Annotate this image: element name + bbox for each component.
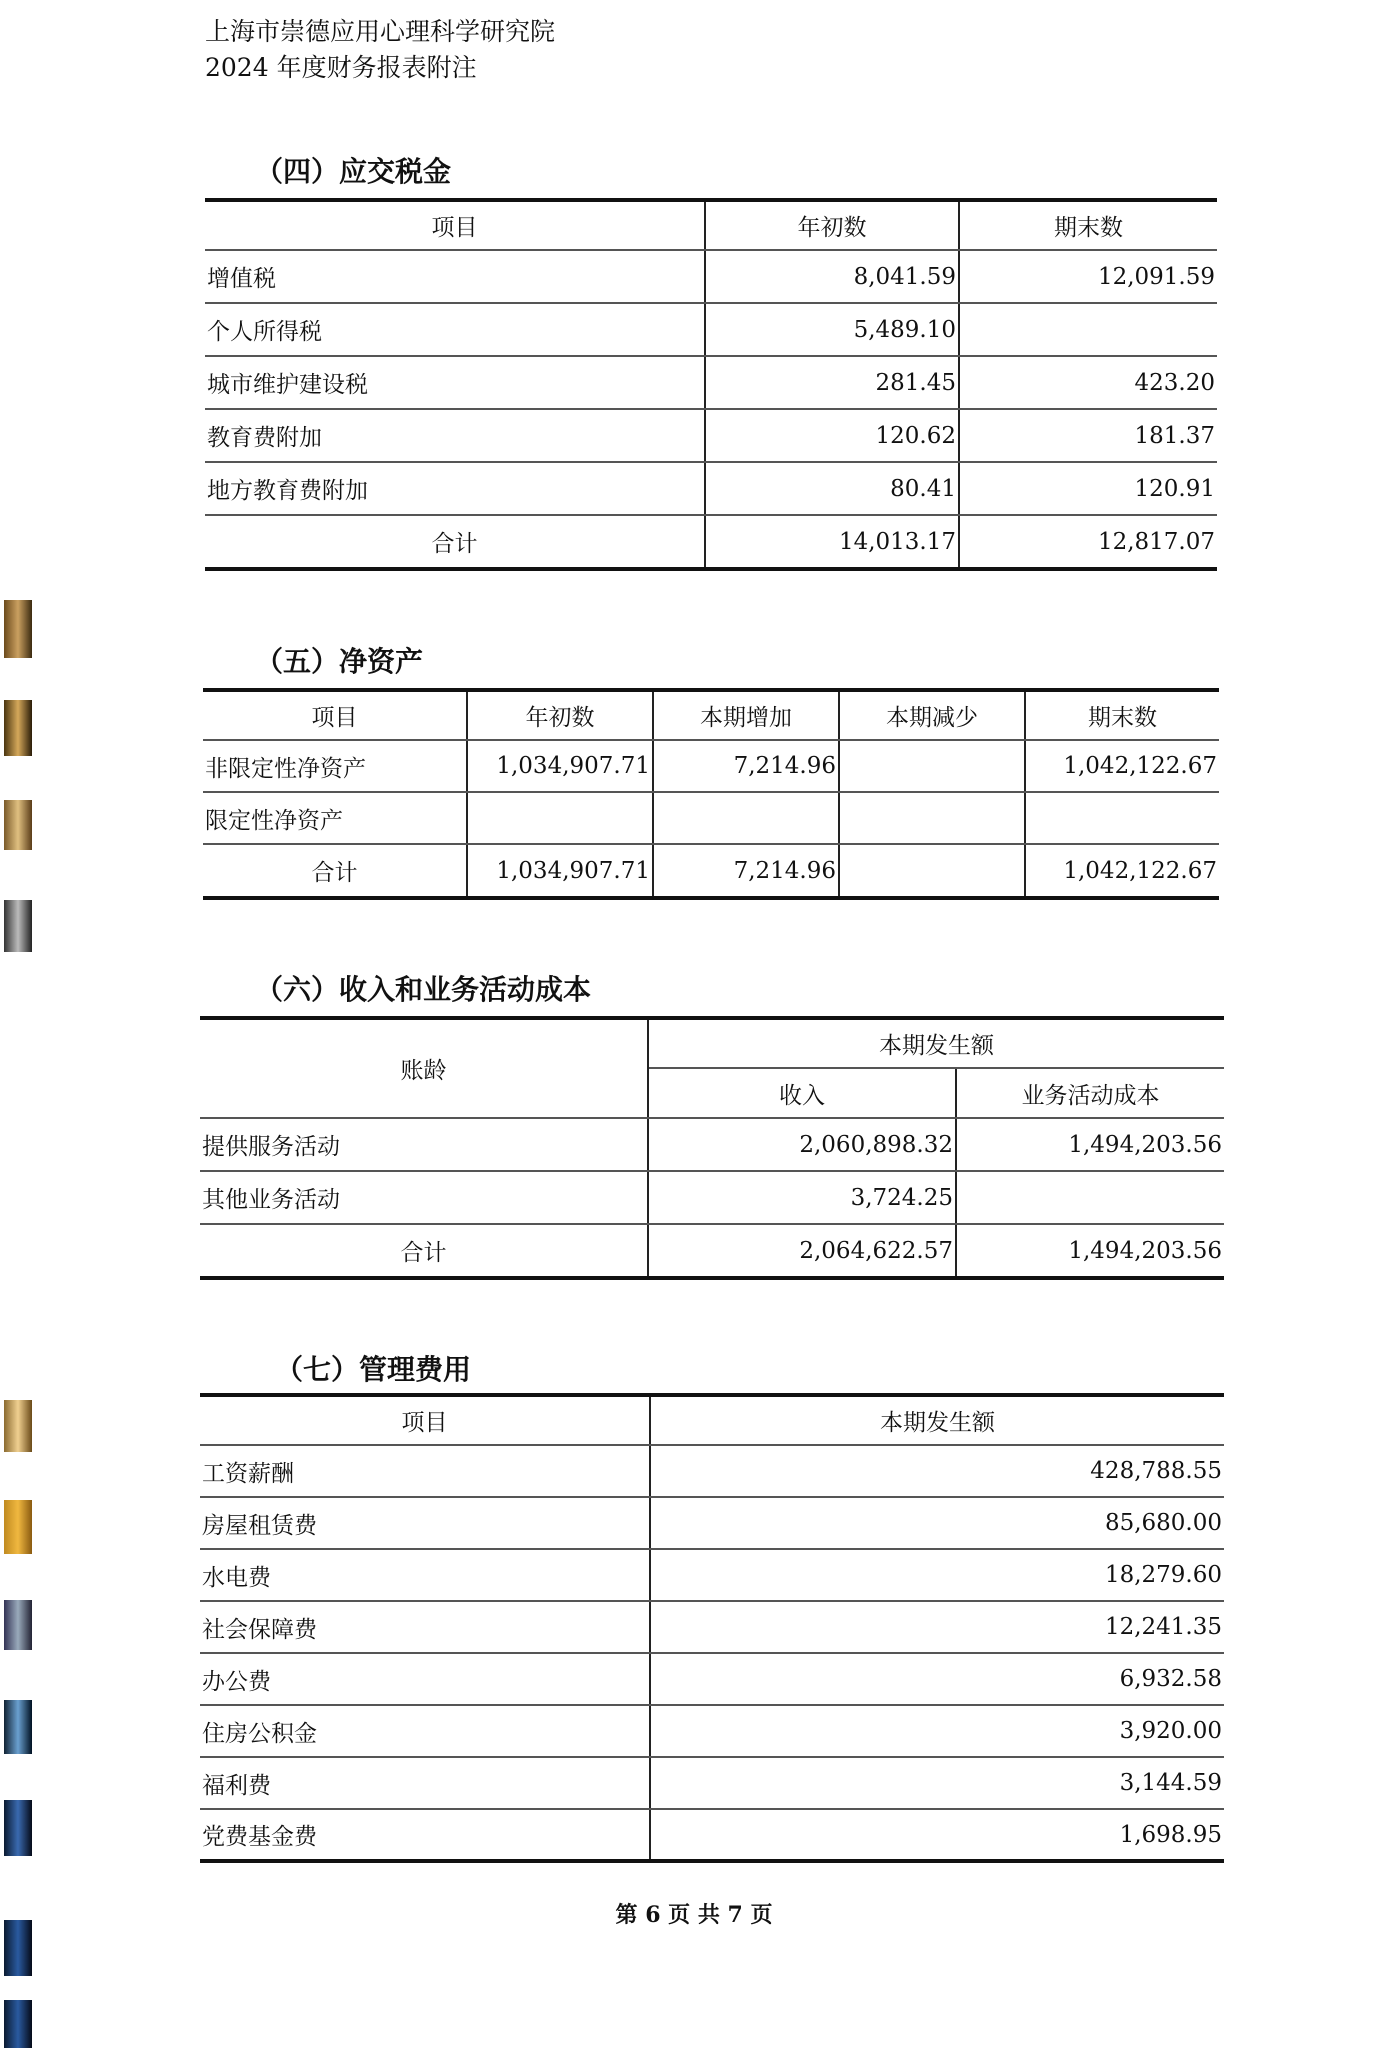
binding-mark xyxy=(4,800,32,850)
income-title: （六）收入和业务活动成本 xyxy=(255,973,592,1006)
item-cell: 房屋租赁费 xyxy=(200,1497,650,1549)
binding-mark xyxy=(4,1600,32,1650)
item-cell: 教育费附加 xyxy=(205,409,705,462)
total-cost: 1,494,203.56 xyxy=(956,1224,1224,1278)
amount-cell: 18,279.60 xyxy=(650,1549,1224,1601)
org-name: 上海市崇德应用心理科学研究院 xyxy=(205,17,556,46)
income-cell: 3,724.25 xyxy=(648,1171,956,1224)
income-cell: 2,060,898.32 xyxy=(648,1118,956,1171)
begin-cell: 1,034,907.71 xyxy=(467,740,653,792)
amount-cell: 3,920.00 xyxy=(650,1705,1224,1757)
table-row xyxy=(203,792,1219,844)
item-cell: 个人所得税 xyxy=(205,303,705,356)
total-row xyxy=(200,1224,1224,1278)
taxes-title: （四）应交税金 xyxy=(255,155,452,188)
decrease-cell xyxy=(839,792,1025,844)
col-header: 本期减少 xyxy=(839,690,1025,740)
table-row xyxy=(205,356,1217,409)
col-header-cost: 业务活动成本 xyxy=(956,1068,1224,1118)
item-cell: 非限定性净资产 xyxy=(203,740,467,792)
item-cell: 办公费 xyxy=(200,1653,650,1705)
table-row xyxy=(200,1809,1224,1861)
income-table xyxy=(200,1016,1224,1280)
end-cell: 120.91 xyxy=(959,462,1217,515)
col-header: 本期发生额 xyxy=(650,1395,1224,1445)
end-cell: 423.20 xyxy=(959,356,1217,409)
total-row xyxy=(203,844,1219,898)
total-increase: 7,214.96 xyxy=(653,844,839,898)
amount-cell: 428,788.55 xyxy=(650,1445,1224,1497)
binding-mark xyxy=(4,600,32,658)
item-cell: 城市维护建设税 xyxy=(205,356,705,409)
begin-cell: 281.45 xyxy=(705,356,959,409)
table-row xyxy=(200,1601,1224,1653)
table-row xyxy=(200,1171,1224,1224)
table-row xyxy=(200,1549,1224,1601)
binding-mark xyxy=(4,900,32,952)
decrease-cell xyxy=(839,740,1025,792)
col-header: 年初数 xyxy=(705,200,959,250)
cost-cell: 1,494,203.56 xyxy=(956,1118,1224,1171)
total-end: 1,042,122.67 xyxy=(1025,844,1219,898)
end-cell xyxy=(1025,792,1219,844)
amount-cell: 6,932.58 xyxy=(650,1653,1224,1705)
item-cell: 福利费 xyxy=(200,1757,650,1809)
begin-cell: 8,041.59 xyxy=(705,250,959,303)
admin-table xyxy=(200,1393,1224,1863)
item-cell: 住房公积金 xyxy=(200,1705,650,1757)
net-assets-table xyxy=(203,688,1219,900)
document-header xyxy=(205,14,555,86)
table-header-row xyxy=(205,200,1217,250)
table-header-row xyxy=(200,1018,1224,1068)
binding-mark xyxy=(4,1400,32,1452)
col-header: 项目 xyxy=(203,690,467,740)
amount-cell: 1,698.95 xyxy=(650,1809,1224,1861)
item-cell: 增值税 xyxy=(205,250,705,303)
page-number: 第 6 页 共 7 页 xyxy=(615,1902,773,1928)
amount-cell: 85,680.00 xyxy=(650,1497,1224,1549)
item-cell: 水电费 xyxy=(200,1549,650,1601)
cost-cell xyxy=(956,1171,1224,1224)
begin-cell: 120.62 xyxy=(705,409,959,462)
end-cell: 181.37 xyxy=(959,409,1217,462)
table-row xyxy=(200,1118,1224,1171)
table-row xyxy=(205,303,1217,356)
total-decrease xyxy=(839,844,1025,898)
table-row xyxy=(200,1445,1224,1497)
binding-mark xyxy=(4,1800,32,1856)
total-end: 12,817.07 xyxy=(959,515,1217,569)
table-row xyxy=(200,1705,1224,1757)
total-label: 合计 xyxy=(203,844,467,898)
item-cell: 其他业务活动 xyxy=(200,1171,648,1224)
begin-cell: 5,489.10 xyxy=(705,303,959,356)
item-cell: 工资薪酬 xyxy=(200,1445,650,1497)
end-cell: 1,042,122.67 xyxy=(1025,740,1219,792)
table-header-row xyxy=(200,1395,1224,1445)
item-cell: 社会保障费 xyxy=(200,1601,650,1653)
admin-title: （七）管理费用 xyxy=(275,1353,472,1386)
total-income: 2,064,622.57 xyxy=(648,1224,956,1278)
report-subtitle: 2024 年度财务报表附注 xyxy=(205,53,477,82)
table-row xyxy=(205,462,1217,515)
total-label: 合计 xyxy=(205,515,705,569)
net-assets-title: （五）净资产 xyxy=(255,645,424,678)
total-row xyxy=(205,515,1217,569)
binding-mark xyxy=(4,2000,32,2048)
table-row xyxy=(200,1653,1224,1705)
col-header: 年初数 xyxy=(467,690,653,740)
col-header: 本期增加 xyxy=(653,690,839,740)
item-cell: 限定性净资产 xyxy=(203,792,467,844)
table-row xyxy=(200,1757,1224,1809)
table-row xyxy=(203,740,1219,792)
col-header-item: 账龄 xyxy=(200,1018,648,1118)
begin-cell: 80.41 xyxy=(705,462,959,515)
taxes-table xyxy=(205,198,1217,571)
col-header-group: 本期发生额 xyxy=(648,1018,1224,1068)
binding-mark xyxy=(4,1700,32,1754)
total-label: 合计 xyxy=(200,1224,648,1278)
table-row xyxy=(200,1497,1224,1549)
table-header-row xyxy=(203,690,1219,740)
table-row xyxy=(205,250,1217,303)
item-cell: 地方教育费附加 xyxy=(205,462,705,515)
amount-cell: 12,241.35 xyxy=(650,1601,1224,1653)
col-header-income: 收入 xyxy=(648,1068,956,1118)
table-row xyxy=(205,409,1217,462)
total-begin: 1,034,907.71 xyxy=(467,844,653,898)
col-header: 期末数 xyxy=(1025,690,1219,740)
increase-cell xyxy=(653,792,839,844)
col-header: 项目 xyxy=(205,200,705,250)
begin-cell xyxy=(467,792,653,844)
amount-cell: 3,144.59 xyxy=(650,1757,1224,1809)
end-cell: 12,091.59 xyxy=(959,250,1217,303)
item-cell: 党费基金费 xyxy=(200,1809,650,1861)
increase-cell: 7,214.96 xyxy=(653,740,839,792)
col-header: 期末数 xyxy=(959,200,1217,250)
end-cell xyxy=(959,303,1217,356)
total-begin: 14,013.17 xyxy=(705,515,959,569)
col-header: 项目 xyxy=(200,1395,650,1445)
binding-mark xyxy=(4,700,32,756)
binding-mark xyxy=(4,1500,32,1554)
item-cell: 提供服务活动 xyxy=(200,1118,648,1171)
